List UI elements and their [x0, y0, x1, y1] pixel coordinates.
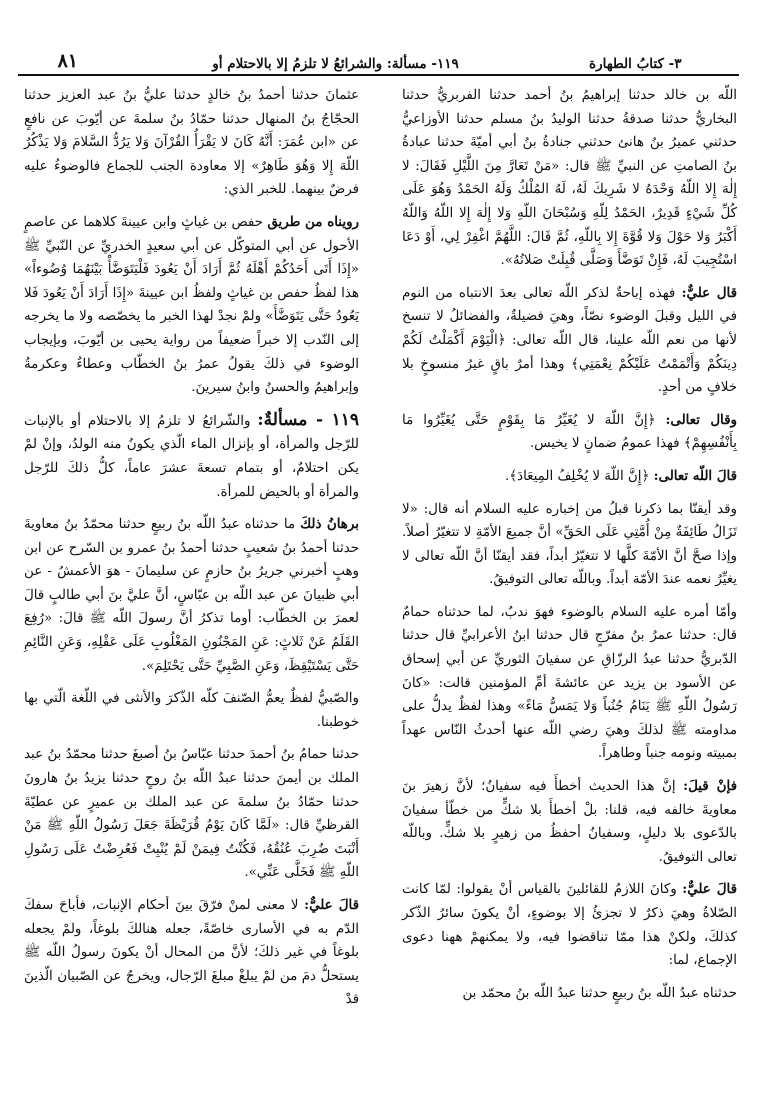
paragraph [402, 878, 737, 972]
page-number: ٨١ [57, 50, 78, 72]
paragraph [402, 498, 737, 592]
paragraph [402, 601, 737, 766]
paragraph [24, 513, 359, 678]
paragraph-lead: برهانُ ذلكَ [300, 516, 359, 533]
paragraph [402, 982, 737, 1006]
issue-heading-paragraph [24, 409, 359, 504]
paragraph [402, 775, 737, 869]
running-section-title: ١١٩- مسألة: والشرائعُ لا تلزمُ إلا بالاحتلام أو [212, 56, 459, 72]
paragraph-text: ﴿إِنَّ اللّهَ لا يُخْلِفُ المِيعَادَ﴾. [505, 468, 654, 484]
running-book-title: ٣- كتابُ الطهارة [589, 56, 682, 72]
paragraph-text: والشّرائعُ لا تلزمُ إلا بالاحتلام أو بالإنبات للرّجل والمرأة، أو بإنزال الماء الّذي يكونُ منه الولدُ، وإنْ لمْ يكن احتلامٌ، أو بتمام تسعةَ عشرَ عاماً، كلُّ ذلكَ للرّجل والمرأة أو بالحيض للمرأة. [24, 413, 359, 500]
paragraph-text: وأمّا أمره عليه السلام بالوضوء فهوَ ندبٌ، لما حدثناه حمامٌ قال: حدثنا عمرُ بنُ مفرّجٍ قال حدثنا ابنُ الأعرابيِّ قال حدثنا الدّبريُّ حدثنا عبدُ الرزّاقِ عن سفيانَ الثوريِّ عن أبي إسحاق عن الأسود بن يزيد عن عائشةَ أمِّ المؤمنين قالت: «كانَ رَسُولُ اللّهِ ﷺ يَنَامُ جُنُباً وَلا يَمَسُّ مَاءً» وهذا لفظٌ يدلُّ على مداومته ﷺ لذلكَ وهيَ رضي اللّه عنها أحدثُ النّاس عهداً بمبيته ونومه جنباً وطاهراً. [402, 604, 737, 762]
paragraph-text: ﴿إِنَّ اللّهَ لا يُغَيِّرُ مَا بِقَوْمٍ حَتَّى يُغَيِّرُوا مَا بِأَنْفُسِهِمْ﴾ فهذا عمومُ ضمانٍ لا يخيس. [402, 412, 737, 452]
left-text-column [24, 84, 359, 1021]
paragraph [24, 211, 359, 400]
paragraph-text: لا معنى لمنْ فرّقَ بينَ أحكام الإنبات، فأباحَ سفكَ الدّم به في الأسارى خاصّةً، جعله هنالكَ بلوغاً، ولمْ يجعله بلوغاً في غير ذلكَ؛ لأنَّ من المحال أنْ يكونَ رسولُ اللّه ﷺ يستحلُّ دمَ من لمْ يبلغْ مبلغَ الرّجال، ويخرجُ عن الصّبيان الّذينَ قدْ [24, 898, 359, 1008]
paragraph-text: فهذه إباحةٌ لذكر اللّه تعالى بعدَ الانتباه من النوم في الليل وقبلَ الوضوء نصّاً، وهيَ فضيلةٌ، والفضائلُ لا تنسخ لأنها من نعم اللّه علينا، قال اللّه تعالى: ﴿الْيَوْمَ أَكْمَلْتُ لَكُمْ دِينَكُمْ وَأَتْمَمْتُ عَلَيْكُمْ نِعْمَتِي﴾ وهذا أمرٌ باقٍ غيرُ منسوخٍ بلا خلافٍ من أحدٍ. [402, 285, 737, 396]
paragraph-lead: رويناه من طريق [267, 213, 359, 230]
paragraph-lead: قالَ عليٌّ: [304, 897, 359, 913]
page-header [18, 46, 739, 72]
paragraph-text: حفص بن غياثٍ وابن عيينةَ كلاهما عن عاصمٍ الأحول عن أبي المتوكّل عن أبي سعيدٍ الخدريِّ عن النّبيِّ ﷺ «إِذَا أَتَى أَحَدُكُمْ أَهْلَهُ ثُمَّ أَرَادَ أَنْ يَعُودَ فَلْيَتَوَضَّأْ بَيْنَهُمَا وُضُوءاً» هذا لفظُ حفص بن غياثٍ ولفظُ ابن عيينةَ «إِذَا أَرَادَ أَنْ يَعُودَ فَلا يَعُودُ حَتَّى يَتَوَضَّأَ» ولمْ نجدْ لهذا الخبر ما يخصّصه ولا ما يخرجه إلى النّدب إلا خبراً ضعيفاً من رواية يحيى بن أيّوبَ، وبإيجاب الوضوء في ذلكَ يقولُ عمرُ بنُ الخطّاب وعطاءٌ وعكرمةُ وإبراهيمُ والحسنُ وابنُ سيرينَ. [24, 214, 359, 396]
right-text-column [402, 84, 737, 1014]
paragraph [402, 282, 737, 400]
paragraph-text: إنَّ هذا الحديث أخطأَ فيه سفيانُ؛ لأنَّ زهيرَ بنَ معاويةَ خالفه فيه، قلنا: بلْ أخطأَ بلا شكٍّ من خطّأ سفيانَ بالدّعوى بلا دليلٍ، وسفيانُ أحفظُ من زهيرٍ بلا شكٍّ. وباللّه تعالى التوفيقُ. [402, 779, 737, 865]
paragraph-lead: وقال تعالى: [665, 411, 737, 428]
paragraph [24, 894, 359, 1012]
paragraph-text: والصّبيُّ لفظٌ يعمُّ الصّنفَ كلّه الذّكرَ والأنثى في اللّغة الّتي بها خوطبنا. [24, 691, 359, 730]
paragraph-text: عثمانَ حدثنا أحمدُ بنُ خالدٍ حدثنا عليُّ بنُ عبد العزيز حدثنا الحجّاجُ بنُ المنهال حدثنا حمّادُ بنُ سلمةَ عن أيّوبَ عن نافعٍ عن «ابن عُمَرَ: أَنَّهُ كَانَ لا يَقْرَأُ القُرْآنَ وَلا يَرُدُّ السَّلامَ وَلا يَذْكُرُ اللّهَ إِلا وَهُوَ طَاهِرٌ» إلا معاودة الجنب للجماع فالوضوءُ عليه فرضٌ بينهما. للخبر الذي: [24, 88, 359, 198]
paragraph [402, 409, 737, 456]
paragraph [24, 687, 359, 734]
issue-number: ١١٩ - مسألةٌ: [257, 409, 359, 430]
paragraph-text: اللّه بن خالد حدثنا إبراهيمُ بنُ أحمد حدثنا الفربريُّ حدثنا البخاريُّ حدثنا صدقةُ حدثنا الوليدُ بنُ مسلم حدثنا الأوزاعيُّ حدثني عميرُ بنُ هانئ حدثني جنادةُ بنُ أبي أميّةَ حدثنا عبادةُ بنُ الصامتِ عن النبيِّ ﷺ قال: «مَنْ تَعَارَّ مِنَ اللَّيْلِ فَقَالَ: لا إِلٰهَ إِلا اللّهُ وَحْدَهُ لا شَرِيكَ لَهُ، لَهُ المُلْكُ وَلَهُ الحَمْدُ وَهُوَ عَلَى كُلِّ شَيْءٍ قَدِيرٌ، الحَمْدُ لِلّهِ وَسُبْحَانَ اللّهِ وَلا إِلٰهَ إِلا اللّهُ وَاللّهُ أَكْبَرُ وَلا حَوْلَ وَلا قُوَّةَ إِلا بِاللّهِ، ثُمَّ قَالَ: اللَّهُمَّ اغْفِرْ لِي، أَوْ دَعَا اسْتُجِيبَ لَهُ، فَإِنْ تَوَضَّأَ وَصَلَّى قُبِلَتْ صَلاتُهُ». [402, 88, 737, 269]
paragraph-text: ما حدثناه عبدُ اللّه بنُ ربيعٍ حدثنا محمّدُ بنُ معاويةَ حدثنا أحمدُ بنُ شعيبٍ حدثنا أحمدُ بنُ عمرو بن السّرح عن ابن وهبٍ أخبرني جريرُ بنُ حازمٍ عن سليمانَ - هوَ الأعمشُ - عن أبي ظبيانَ عن عبد اللّه بن عبّاسٍ، أنَّ عليَّ بنَ أبي طالبٍ قالَ لعمرَ بن الخطّاب: أوما تذكرُ أنَّ رسولَ اللّه ﷺ قالَ: «رُفِعَ القَلَمُ عَنْ ثَلاثٍ: عَنِ المَجْنُونِ المَغْلُوبِ عَلَى عَقْلِهِ، وَعَنِ النَّائِمِ حَتَّى يَسْتَيْقِظَ، وَعَنِ الصَّبِيِّ حَتَّى يَحْتَلِمَ». [24, 517, 359, 674]
paragraph-text: حدثنا حمامُ بنُ أحمدَ حدثنا عبّاسُ بنُ أصبغَ حدثنا محمّدُ بنُ عبد الملك بن أيمنَ حدثنا عبدُ اللّه بنُ روحٍ حدثنا يزيدُ بنُ هارونَ حدثنا حمّادُ بنُ سلمةَ عن عبد الملك بن عميرٍ عن عطيّةَ القرظيِّ قال: «لَمَّا كَانَ يَوْمُ قُرَيْظَةَ جَعَلَ رَسُولُ اللّهِ ﷺ مَنْ أَنْبَتَ ضُرِبَ عُنُقُهُ، فَكُنْتُ فِيمَنْ لَمْ يُنْبِتْ فَعُرِضْتُ عَلَى رَسُولِ اللّهِ ﷺ فَخَلَّى عَنِّي». [24, 747, 359, 881]
paragraph [24, 84, 359, 202]
paragraph-lead: قالَ اللّه تعالى: [653, 467, 737, 484]
paragraph-text: حدثناه عبدُ اللّه بنُ ربيعٍ حدثنا عبدُ اللّه بنُ محمّد بن [462, 985, 737, 1001]
paragraph-lead: فإنْ قيلَ: [683, 778, 737, 795]
paragraph-lead: قالَ عليٌّ: [682, 881, 737, 898]
paragraph [402, 465, 737, 489]
paragraph-text: وكانَ اللازمُ للقائلينَ بالقياس أنْ يقولوا: لمّا كانت الصّلاةُ وهيَ ذكرٌ لا تجزئُ إلا بوضوءٍ، أنْ يكونَ سائرُ الذّكر كذلكَ، ولكنْ هذا ممّا تناقضوا فيه، ولا يمكنهمْ ههنا دعوى الإجماع، لما: [402, 882, 737, 969]
paragraph [24, 743, 359, 885]
paragraph-text: وقد أيقنّا بما ذكرنا قبلُ من إخباره عليه السلام أنه قال: «لا تَزَالُ طَائِفَةٌ مِنْ أُمَّتِي عَلَى الحَقِّ» أنَّ جميعَ الأمّةِ لا تتغيّرُ أصلاً. وإذا صحَّ أنَّ الأمّةَ كلَّها لا تتغيّرُ أبداً، فقد أيقنّا أنَّ اللّه تعالى لا يغيِّرُ نعمه عندَ الأمّة أبداً. وباللّه تعالى التوفيقُ. [402, 501, 737, 588]
paragraph [402, 84, 737, 273]
header-divider [18, 74, 739, 76]
paragraph-lead: قال عليٌّ: [681, 284, 737, 301]
